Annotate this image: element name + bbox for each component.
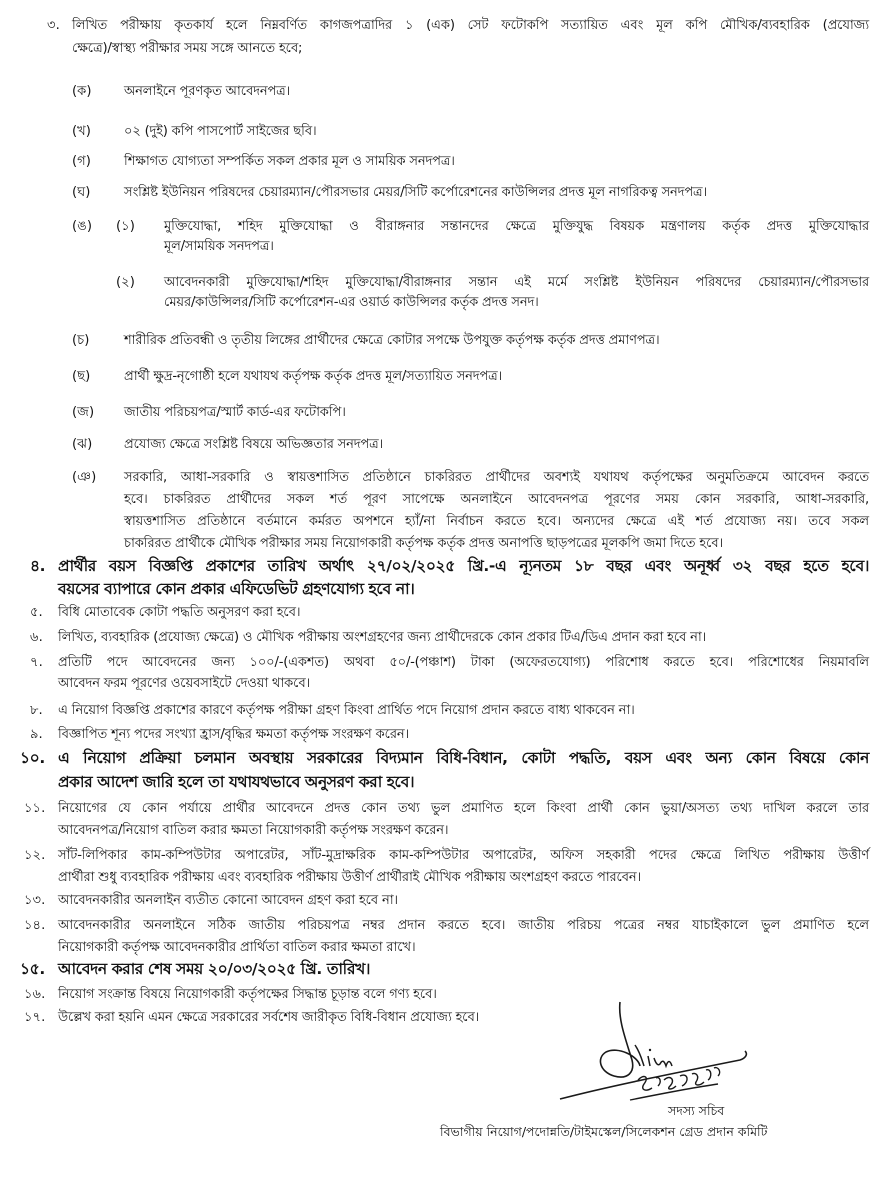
item-number-17: ১৭.	[24, 1010, 46, 1025]
subitem-label-gha: (ঘ)	[72, 185, 91, 200]
signatory-designation: সদস্য সচিব	[668, 1103, 725, 1118]
item-13-text: আবেদনকারীর অনলাইন ব্যতীত কোনো আবেদন গ্রহণ করা হবে না।	[58, 893, 398, 908]
item-number-7: ৭.	[30, 655, 43, 670]
subitem-ga-text: শিক্ষাগত যোগ্যতা সম্পর্কিত সকল প্রকার মূল ও সাময়িক সনদপত্র।	[124, 154, 455, 169]
item-7-line-2: আবেদন ফরম পূরণের ওয়েবসাইটে দেওয়া থাকবে।	[58, 676, 310, 691]
handwritten-signature-icon	[540, 1000, 800, 1110]
item-number-16: ১৬.	[24, 987, 46, 1002]
item-number-9: ৯.	[30, 727, 43, 742]
subitem-ja-text: জাতীয় পরিচয়পত্র/স্মার্ট কার্ড-এর ফটোকপি।	[124, 405, 346, 420]
subitem-cha-text: প্রার্থী ক্ষুদ্র-নৃগোষ্ঠী হলে যথাযথ কর্তৃপক্ষ কর্তৃক প্রদত্ত মূল/সত্যায়িত সনদপত্র।	[124, 369, 503, 384]
subitem-label-ka: (ক)	[72, 84, 92, 99]
subitem-nga-2-line-2: মেয়র/কাউন্সিলর/সিটি কর্পোরেশন-এর ওয়ার্ড কাউন্সিলর কর্তৃক প্রদত্ত সনদ।	[164, 295, 539, 310]
subitem-nga-2-line-1: আবেদনকারী মুক্তিযোদ্ধা/শহিদ মুক্তিযোদ্ধা/বীরাঙ্গনার সন্তান এই মর্মে সংশ্লিষ্ট ইউনিয়ন পরিষদের চেয়ারম্যান/পৌরসভার	[164, 275, 869, 290]
item-4-line-2: বয়সের ব্যাপারে কোন প্রকার এফিডেভিট গ্রহণযোগ্য হবে না।	[58, 580, 415, 598]
item-number-13: ১৩.	[24, 893, 46, 908]
subitem-nga-1-line-2: মূল/সাময়িক সনদপত্র।	[164, 239, 274, 254]
subitem-ca-text: শারীরিক প্রতিবন্ধী ও তৃতীয় লিঙ্গের প্রার্থীদের ক্ষেত্রে কোটার সপক্ষে উপযুক্ত কর্তৃপক্ষ কর্তৃক প্রদত্ত প্রমাণপত্র।	[124, 333, 660, 348]
item-11-line-1: নিয়োগের যে কোন পর্যায়ে প্রার্থীর আবেদনে প্রদত্ত কোন তথ্য ভুল প্রমাণিত হলে কিংবা প্রার্থী কোন ভুয়া/অসত্য তথ্য দাখিল করলে তার	[58, 801, 869, 816]
item-10-line-2: প্রকার আদেশ জারি হলে তা যথাযথভাবে অনুসরণ করা হবে।	[58, 773, 415, 791]
item-3-line-2: ক্ষেত্রে)/স্বাস্থ্য পরীক্ষার সময় সঙ্গে আনতে হবে;	[72, 41, 303, 56]
subitem-nga-1-label: (১)	[116, 219, 135, 234]
item-3-line-1: লিখিত পরীক্ষায় কৃতকার্য হলে নিম্নবর্ণিত কাগজপত্রাদির ১ (এক) সেট ফটোকপি সত্যায়িত এবং মূল কপি মৌখিক/ব্যবহারিক (প্রযোজ্য	[72, 18, 869, 33]
subitem-label-cha: (ছ)	[72, 369, 91, 384]
subitem-nga-2-label: (২)	[116, 275, 135, 290]
item-9-text: বিজ্ঞাপিত শূন্য পদের সংখ্যা হ্রাস/বৃদ্ধির ক্ষমতা কর্তৃপক্ষ সংরক্ষণ করেন।	[58, 727, 409, 742]
item-14-line-2: নিয়োগকারী কর্তৃপক্ষ আবেদনকারীর প্রার্থিতা বাতিল করার ক্ষমতা রাখে।	[58, 940, 416, 955]
item-number-4: ৪.	[30, 557, 46, 575]
subitem-gha-text: সংশ্লিষ্ট ইউনিয়ন পরিষদের চেয়ারম্যান/পৌরসভার মেয়র/সিটি কর্পোরেশনের কাউন্সিলর প্রদত্ত মূল নাগরিকত্ব সনদপত্র।	[124, 185, 707, 200]
item-number-8: ৮.	[30, 703, 43, 718]
subitem-nya-line-4: চাকরিরত প্রার্থীকে মৌখিক পরীক্ষার সময় নিয়োগকারী কর্তৃপক্ষ কর্তৃক প্রদত্ত অনাপত্তি ছাড়পত্রের মূলকপি জমা দিতে হবে।	[124, 536, 723, 551]
subitem-ka-text: অনলাইনে পূরণকৃত আবেদনপত্র।	[124, 84, 291, 99]
subitem-label-ca: (চ)	[72, 333, 90, 348]
item-number-10: ১০.	[20, 749, 45, 767]
subitem-nya-line-3: স্বায়ত্তশাসিত প্রতিষ্ঠানে বর্তমানে কর্মরত অপশনে হ্যাঁ/না নির্বাচন করতে হবে। অন্যদের ক্ষেত্রে এই শর্ত প্রযোজ্য নয়। তবে সকল	[124, 514, 869, 529]
item-number-15: ১৫.	[20, 960, 45, 978]
item-number-11: ১১.	[24, 801, 46, 816]
item-10-line-1: এ নিয়োগ প্রক্রিয়া চলমান অবস্থায় সরকারের বিদ্যমান বিধি-বিধান, কোটা পদ্ধতি, বয়স এবং অন্য কোন বিষয়ে কোন	[58, 749, 869, 767]
item-12-line-1: সাঁট-লিপিকার কাম-কম্পিউটার অপারেটর, সাঁট-মুদ্রাক্ষরিক কাম-কম্পিউটার অপারেটর, অফিস সহকারী পদের ক্ষেত্রে লিখিত পরীক্ষায় উত্তীর্ণ	[58, 848, 869, 863]
item-6-text: লিখিত, ব্যবহারিক (প্রযোজ্য ক্ষেত্রে) ও মৌখিক পরীক্ষায় অংশগ্রহণের জন্য প্রার্থীদেরকে কোন প্রকার টিএ/ডিএ প্রদান করা হবে না।	[58, 630, 707, 645]
item-7-line-1: প্রতিটি পদে আবেদনের জন্য ১০০/-(একশত) অথবা ৫০/-(পঞ্চাশ) টাকা (অফেরতযোগ্য) পরিশোধ করতে হবে। পরিশোধের নিয়মাবলি	[58, 655, 869, 670]
subitem-label-jha: (ঝ)	[72, 437, 93, 452]
subitem-kha-text: ০২ (দুই) কপি পাসপোর্ট সাইজের ছবি।	[124, 124, 317, 139]
handwritten-date	[640, 1040, 646, 1041]
item-11-line-2: আবেদনপত্র/নিয়োগ বাতিল করার ক্ষমতা নিয়োগকারী কর্তৃপক্ষ সংরক্ষণ করেন।	[58, 823, 449, 838]
subitem-nya-line-1: সরকারি, আধা-সরকারি ও স্বায়ত্তশাসিত প্রতিষ্ঠানে চাকরিরত প্রার্থীদের অবশ্যই যথাযথ কর্তৃপক্ষের অনুমতিক্রমে আবেদন করতে	[124, 470, 869, 485]
item-16-text: নিয়োগ সংক্রান্ত বিষয়ে নিয়োগকারী কর্তৃপক্ষের সিদ্ধান্ত চূড়ান্ত বলে গণ্য হবে।	[58, 987, 437, 1002]
committee-name: বিভাগীয় নিয়োগ/পদোন্নতি/টাইমস্কেল/সিলেকশন গ্রেড প্রদান কমিটি	[440, 1124, 768, 1139]
item-5-text: বিধি মোতাবেক কোটা পদ্ধতি অনুসরণ করা হবে।	[58, 605, 301, 620]
subitem-nga-1-line-1: মুক্তিযোদ্ধা, শহিদ মুক্তিযোদ্ধা ও বীরাঙ্গনার সন্তানদের ক্ষেত্রে মুক্তিযুদ্ধ বিষয়ক মন্ত্রণালয় কর্তৃক প্রদত্ত মুক্তিযোদ্ধার	[164, 219, 869, 234]
item-17-text: উল্লেখ করা হয়নি এমন ক্ষেত্রে সরকারের সর্বশেষ জারীকৃত বিধি-বিধান প্রযোজ্য হবে।	[58, 1010, 480, 1025]
subitem-label-nya: (ঞ)	[72, 470, 97, 485]
subitem-label-kha: (খ)	[72, 124, 91, 139]
item-number-12: ১২.	[24, 848, 46, 863]
item-4-line-1: প্রার্থীর বয়স বিজ্ঞপ্তি প্রকাশের তারিখ অর্থাৎ ২৭/০২/২০২৫ খ্রি.-এ ন্যূনতম ১৮ বছর এবং অনূর্ধ্ব ৩২ বছর হতে হবে।	[58, 557, 869, 575]
item-number-14: ১৪.	[24, 918, 46, 933]
item-number-3: ৩.	[47, 18, 60, 33]
item-15-text: আবেদন করার শেষ সময় ২০/০৩/২০২৫ খ্রি. তারিখ।	[58, 960, 371, 978]
item-8-text: এ নিয়োগ বিজ্ঞপ্তি প্রকাশের কারণে কর্তৃপক্ষ পরীক্ষা গ্রহণ কিংবা প্রার্থিত পদে নিয়োগ প্রদান করতে বাধ্য থাকবেন না।	[58, 703, 635, 718]
subitem-jha-text: প্রযোজ্য ক্ষেত্রে সংশ্লিষ্ট বিষয়ে অভিজ্ঞতার সনদপত্র।	[124, 437, 384, 452]
subitem-label-ja: (জ)	[72, 405, 95, 420]
subitem-label-nga: (ঙ)	[72, 219, 92, 234]
item-number-5: ৫.	[30, 605, 43, 620]
subitem-label-ga: (গ)	[72, 154, 91, 169]
subitem-nya-line-2: হবে। চাকরিরত প্রার্থীদের সকল শর্ত পূরণ সাপেক্ষে অনলাইনে আবেদনপত্র পূরণের সময় কোন সরকারি, আধা-সরকারি,	[124, 492, 869, 507]
item-12-line-2: প্রার্থীরা শুধু ব্যবহারিক পরীক্ষায় এবং ব্যবহারিক পরীক্ষায় উত্তীর্ণ প্রার্থীরাই মৌখিক পরীক্ষায় অংশগ্রহণ করতে পারবেন।	[58, 870, 641, 885]
item-number-6: ৬.	[30, 630, 43, 645]
item-14-line-1: আবেদনকারীর অনলাইনে সঠিক জাতীয় পরিচয়পত্র নম্বর প্রদান করতে হবে। জাতীয় পরিচয় পত্রের নম্বর যাচাইকালে ভুল প্রমাণিত হলে	[58, 918, 869, 933]
